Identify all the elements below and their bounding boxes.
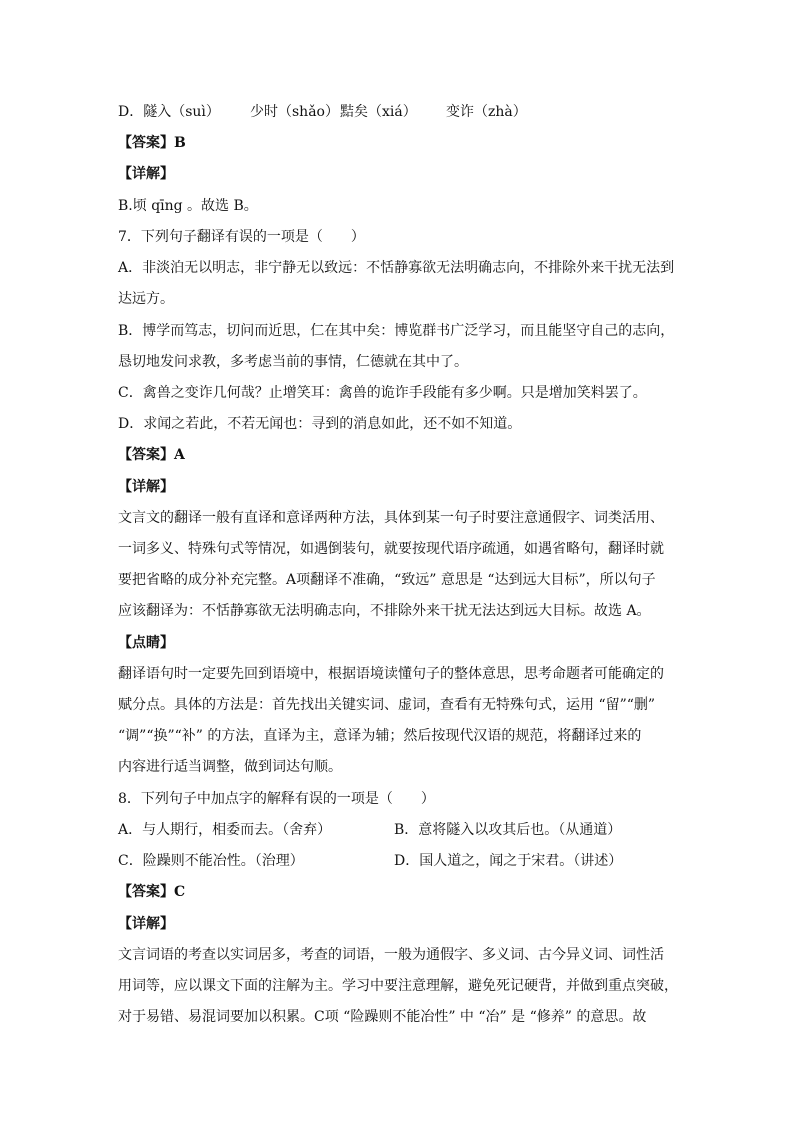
point-tag: 【点睛】: [118, 635, 174, 651]
detail-text: B.顷 qīng 。故选 B。: [118, 198, 258, 214]
detail-text: 文言文的翻译一般有直译和意译两种方法，具体到某一句子时要注意通假字、词类活用、: [118, 510, 664, 526]
q7-option-c: C．禽兽之变诈几何哉？止增笑耳：禽兽的诡诈手段能有多少啊。只是增加笑料罢了。: [118, 385, 647, 401]
point-text: 赋分点。具体的方法是：首先找出关键实词、虚词，查看有无特殊句式，运用 “留”“删”: [118, 697, 656, 713]
q7-option-a: A．非淡泊无以明志，非宁静无以致远：不恬静寡欲无法明确志向，不排除外来干扰无法到: [118, 260, 675, 276]
question-8: 8．下列句子中加点字的解释有误的一项是（ ）: [118, 791, 435, 807]
question-7: 7．下列句子翻译有误的一项是（ ）: [118, 229, 365, 245]
q8-options-cd: [118, 851, 678, 871]
answer-tag: 【答案】B: [118, 135, 186, 151]
point-text: 内容进行适当调整，做到词达句顺。: [118, 759, 342, 775]
q8-option-d: D．国人道之，闻之于宋君。（讲述）: [394, 853, 623, 869]
q7-option-a-cont: 达远方。: [118, 291, 174, 307]
answer-tag: 【答案】A: [118, 447, 185, 463]
detail-tag: 【详解】: [118, 479, 174, 495]
detail-tag: 【详解】: [118, 916, 174, 932]
point-text: 翻译语句时一定要先回到语境中，根据语境读懂句子的整体意思，思考命题者可能确定的: [118, 666, 664, 682]
option-word: 变诈（zhà）: [446, 104, 527, 120]
detail-text: 用词等，应以课文下面的注解为主。学习中要注意理解，避免死记硬背，并做到重点突破，: [118, 978, 678, 994]
option-d-pinyin: [118, 102, 678, 122]
q8-option-a: A．与人期行，相委而去。（舍弃）: [118, 822, 332, 838]
q7-option-d: D．求闻之若此，不若无闻也：寻到的消息如此，还不如不知道。: [118, 416, 522, 432]
option-label: D．: [118, 104, 144, 120]
point-text: “调”“换”“补” 的方法，直译为主，意译为辅；然后按现代汉语的规范，将翻译过来的: [118, 728, 642, 744]
option-word: 黠矣（xiá）: [340, 104, 417, 120]
option-word: 隧入（suì）: [143, 104, 220, 120]
answer-tag: 【答案】C: [118, 884, 186, 900]
q8-options-ab: [118, 820, 678, 840]
q8-option-c: C．险躁则不能冶性。（治理）: [118, 853, 304, 869]
detail-text: 文言词语的考查以实词居多，考查的词语，一般为通假字、多义词、古今异义词、词性活: [118, 947, 664, 963]
q8-option-b: B．意将隧入以攻其后也。（从通道）: [394, 822, 622, 838]
detail-tag: 【详解】: [118, 166, 174, 182]
detail-text: 一词多义、特殊句式等情况，如遇倒装句，就要按现代语序疏通，如遇省略句，翻译时就: [118, 541, 664, 557]
detail-text: 应该翻译为：不恬静寡欲无法明确志向，不排除外来干扰无法达到远大目标。故选 A。: [118, 603, 651, 619]
detail-text: 对于易错、易混词要加以积累。C项 “险躁则不能冶性” 中 “冶” 是 “修养” 的意思。故: [118, 1009, 647, 1025]
detail-text: 要把省略的成分补充完整。A项翻译不准确，“致远” 意思是 “达到远大目标”，所以句子: [118, 572, 656, 588]
option-word: 少时（shǎo）: [250, 104, 339, 120]
q7-option-b: B．博学而笃志，切问而近思，仁在其中矣：博览群书广泛学习，而且能坚守自己的志向，: [118, 323, 675, 339]
q7-option-b-cont: 恳切地发问求教，多考虑当前的事情，仁德就在其中了。: [118, 354, 468, 370]
